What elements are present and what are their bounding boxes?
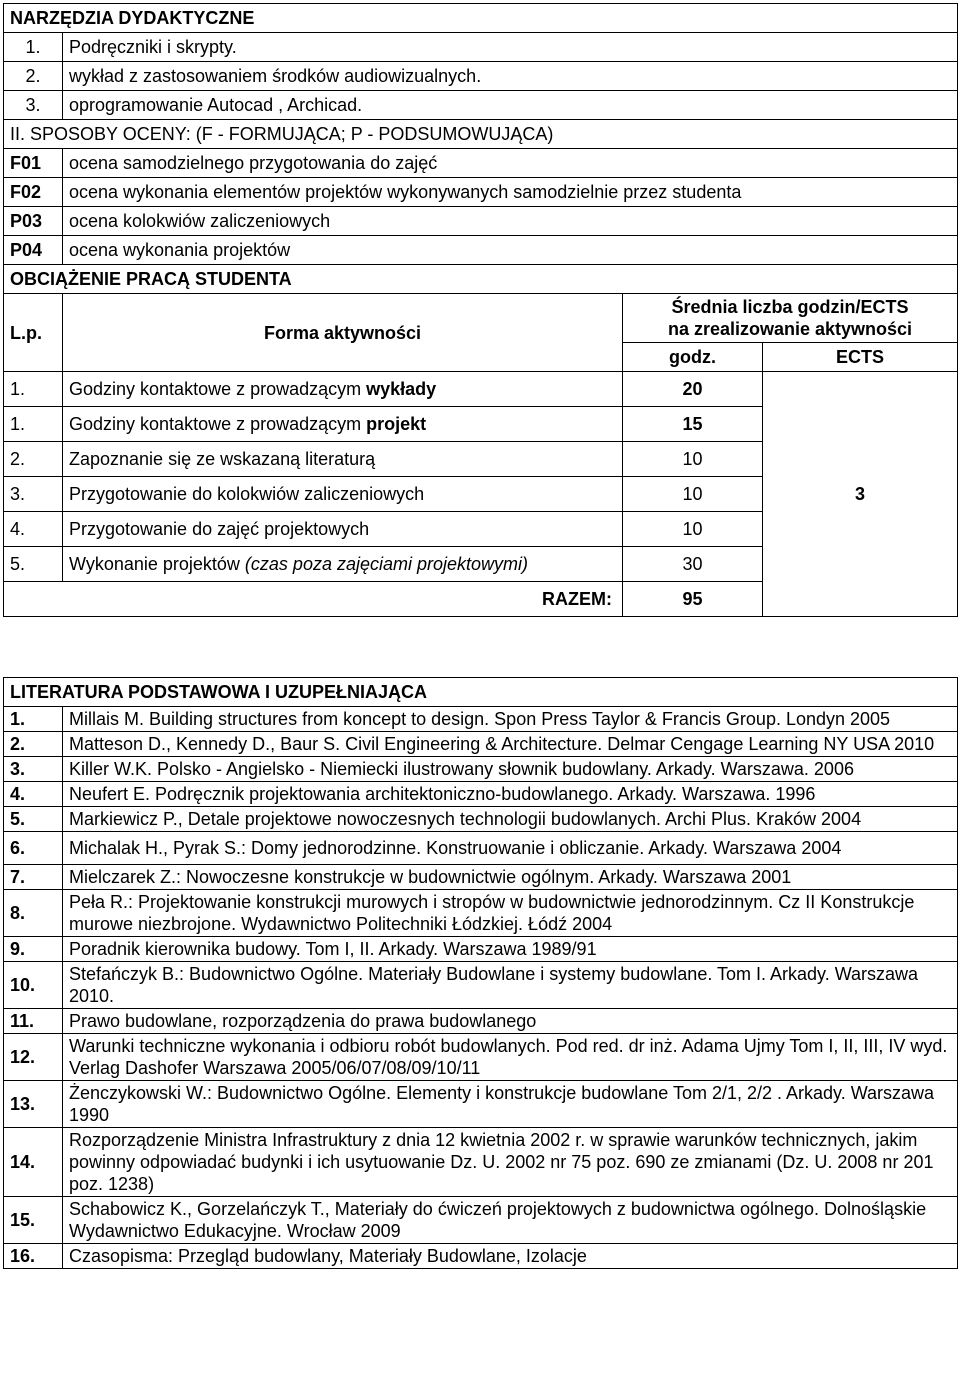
literature-item xyxy=(4,807,958,832)
workload-row-num: 5. xyxy=(4,547,63,582)
tools-heading: NARZĘDZIA DYDAKTYCZNE xyxy=(4,4,958,33)
literature-num: 15. xyxy=(4,1197,63,1244)
workload-col-form: Forma aktywności xyxy=(63,294,623,372)
grading-text: ocena kolokwiów zaliczeniowych xyxy=(63,207,958,236)
literature-text: Prawo budowlane, rozporządzenia do prawa budowlanego xyxy=(63,1009,958,1034)
literature-item xyxy=(4,832,958,865)
workload-row-text: Zapoznanie się ze wskazaną literaturą xyxy=(63,442,623,477)
workload-row-num: 3. xyxy=(4,477,63,512)
literature-text: Markiewicz P., Detale projektowe nowoczesnych technologii budowlanych. Archi Plus. Kraków 2004 xyxy=(63,807,958,832)
workload-row xyxy=(4,372,958,407)
workload-row-text: Wykonanie projektów (czas poza zajęciami projektowymi) xyxy=(63,547,623,582)
literature-num: 5. xyxy=(4,807,63,832)
literature-num: 2. xyxy=(4,732,63,757)
literature-item xyxy=(4,937,958,962)
literature-item xyxy=(4,757,958,782)
grading-item xyxy=(4,178,958,207)
literature-item xyxy=(4,707,958,732)
literature-text: Żenczykowski W.: Budownictwo Ogólne. Elementy i konstrukcje budowlane Tom 2/1, 2/2 . Arkady. Warszawa 1990 xyxy=(63,1081,958,1128)
literature-num: 1. xyxy=(4,707,63,732)
workload-row-hours: 30 xyxy=(623,547,763,582)
workload-row-text: Godziny kontaktowe z prowadzącym wykłady xyxy=(63,372,623,407)
grading-heading: II. SPOSOBY OCENY: (F - FORMUJĄCA; P - PODSUMOWUJĄCA) xyxy=(4,120,958,149)
literature-table xyxy=(3,677,958,1269)
grading-code: P03 xyxy=(4,207,63,236)
literature-item xyxy=(4,962,958,1009)
literature-num: 12. xyxy=(4,1034,63,1081)
workload-col-hours: godz. xyxy=(623,343,763,372)
grading-item xyxy=(4,207,958,236)
literature-item xyxy=(4,1197,958,1244)
literature-text: Warunki techniczne wykonania i odbioru robót budowlanych. Pod red. dr inż. Adama Ujmy Tom I, II, III, IV wyd. Verlag Dashofer Warszawa 2005/06/07/08/09/10/11 xyxy=(63,1034,958,1081)
grading-code: P04 xyxy=(4,236,63,265)
grading-item xyxy=(4,149,958,178)
literature-num: 6. xyxy=(4,832,63,865)
grading-text: ocena samodzielnego przygotowania do zajęć xyxy=(63,149,958,178)
literature-num: 16. xyxy=(4,1244,63,1269)
workload-col-avg xyxy=(623,294,958,343)
workload-total-label: RAZEM: xyxy=(4,582,623,617)
tools-item-text: oprogramowanie Autocad , Archicad. xyxy=(63,91,958,120)
literature-num: 11. xyxy=(4,1009,63,1034)
literature-text: Matteson D., Kennedy D., Baur S. Civil Engineering & Architecture. Delmar Cengage Learning NY USA 2010 xyxy=(63,732,958,757)
literature-num: 13. xyxy=(4,1081,63,1128)
literature-text: Stefańczyk B.: Budownictwo Ogólne. Materiały Budowlane i systemy budowlane. Tom I. Arkady. Warszawa 2010. xyxy=(63,962,958,1009)
literature-num: 10. xyxy=(4,962,63,1009)
literature-item xyxy=(4,1128,958,1197)
literature-num: 9. xyxy=(4,937,63,962)
literature-text: Schabowicz K., Gorzelańczyk T., Materiały do ćwiczeń projektowych z budownictwa ogólnego. Dolnośląskie Wydawnictwo Edukacyjne. Wrocław 2009 xyxy=(63,1197,958,1244)
literature-text: Pełа R.: Projektowanie konstrukcji murowych i stropów w budownictwie jednorodzinnym. Cz II Konstrukcje murowe niezbrojone. Wydawnictwo Politechniki Łódzkiej. Łódź 2004 xyxy=(63,890,958,937)
tools-item-text: wykład z zastosowaniem środków audiowizualnych. xyxy=(63,62,958,91)
workload-col-avg-line1: Średnia liczba godzin/ECTS xyxy=(671,297,909,317)
literature-item xyxy=(4,1009,958,1034)
workload-row-text: Przygotowanie do kolokwiów zaliczeniowych xyxy=(63,477,623,512)
literature-item xyxy=(4,1034,958,1081)
literature-num: 4. xyxy=(4,782,63,807)
literature-text: Czasopisma: Przegląd budowlany, Materiały Budowlane, Izolacje xyxy=(63,1244,958,1269)
grading-text: ocena wykonania projektów xyxy=(63,236,958,265)
literature-text: Killer W.K. Polsko - Angielsko - Niemiecki ilustrowany słownik budowlany. Arkady. Warszawa. 2006 xyxy=(63,757,958,782)
grading-text: ocena wykonania elementów projektów wykonywanych samodzielnie przez studenta xyxy=(63,178,958,207)
literature-text: Neufert E. Podręcznik projektowania architektoniczno-budowlanego. Arkady. Warszawa. 1996 xyxy=(63,782,958,807)
workload-ects-value: 3 xyxy=(763,372,958,617)
literature-num: 7. xyxy=(4,865,63,890)
workload-col-avg-line2: na zrealizowanie aktywności xyxy=(667,319,913,339)
literature-text: Mielczarek Z.: Nowoczesne konstrukcje w budownictwie ogólnym. Arkady. Warszawa 2001 xyxy=(63,865,958,890)
tools-item-num: 1. xyxy=(4,33,63,62)
workload-row-hours: 10 xyxy=(623,512,763,547)
tools-item-num: 3. xyxy=(4,91,63,120)
literature-text: Poradnik kierownika budowy. Tom I, II. Arkady. Warszawa 1989/91 xyxy=(63,937,958,962)
workload-heading: OBCIĄŻENIE PRACĄ STUDENTA xyxy=(4,265,958,294)
grading-item xyxy=(4,236,958,265)
literature-text: Rozporządzenie Ministra Infrastruktury z dnia 12 kwietnia 2002 r. w sprawie warunków technicznych, jakim powinny odpowiadać budynki i ich usytuowanie Dz. U. 2002 nr 75 poz. 690 ze zmianami (Dz. U. 2008 nr 201 poz. 1238) xyxy=(63,1128,958,1197)
workload-col-lp: L.p. xyxy=(4,294,63,372)
tools-item xyxy=(4,33,958,62)
literature-heading: LITERATURA PODSTAWOWA I UZUPEŁNIAJĄCA xyxy=(4,678,958,707)
literature-text: Michalak H., Pyrak S.: Domy jednorodzinne. Konstruowanie i obliczanie. Arkady. Warszawa 2004 xyxy=(63,832,958,865)
workload-row-bold: projekt xyxy=(366,414,427,434)
workload-row-bold: wykłady xyxy=(366,379,437,399)
workload-row-hours: 15 xyxy=(623,407,763,442)
literature-num: 14. xyxy=(4,1128,63,1197)
grading-code: F01 xyxy=(4,149,63,178)
upper-table xyxy=(3,3,958,617)
tools-item xyxy=(4,91,958,120)
literature-item xyxy=(4,1244,958,1269)
literature-num: 3. xyxy=(4,757,63,782)
literature-text: Millais M. Building structures from koncept to design. Spon Press Taylor & Francis Group. Londyn 2005 xyxy=(63,707,958,732)
workload-row-num: 2. xyxy=(4,442,63,477)
literature-item xyxy=(4,890,958,937)
workload-row-italic: (czas poza zajęciami projektowymi) xyxy=(244,554,529,574)
workload-row-hours: 10 xyxy=(623,477,763,512)
workload-row-num: 4. xyxy=(4,512,63,547)
workload-row-num: 1. xyxy=(4,372,63,407)
tools-item xyxy=(4,62,958,91)
workload-col-ects: ECTS xyxy=(763,343,958,372)
grading-code: F02 xyxy=(4,178,63,207)
literature-item xyxy=(4,865,958,890)
workload-row-num: 1. xyxy=(4,407,63,442)
workload-row-hours: 10 xyxy=(623,442,763,477)
literature-item xyxy=(4,732,958,757)
literature-item xyxy=(4,782,958,807)
workload-total-hours: 95 xyxy=(623,582,763,617)
tools-item-num: 2. xyxy=(4,62,63,91)
tools-item-text: Podręczniki i skrypty. xyxy=(63,33,958,62)
workload-row-text: Przygotowanie do zajęć projektowych xyxy=(63,512,623,547)
literature-num: 8. xyxy=(4,890,63,937)
workload-row-text: Godziny kontaktowe z prowadzącym projekt xyxy=(63,407,623,442)
literature-item xyxy=(4,1081,958,1128)
workload-row-hours: 20 xyxy=(623,372,763,407)
